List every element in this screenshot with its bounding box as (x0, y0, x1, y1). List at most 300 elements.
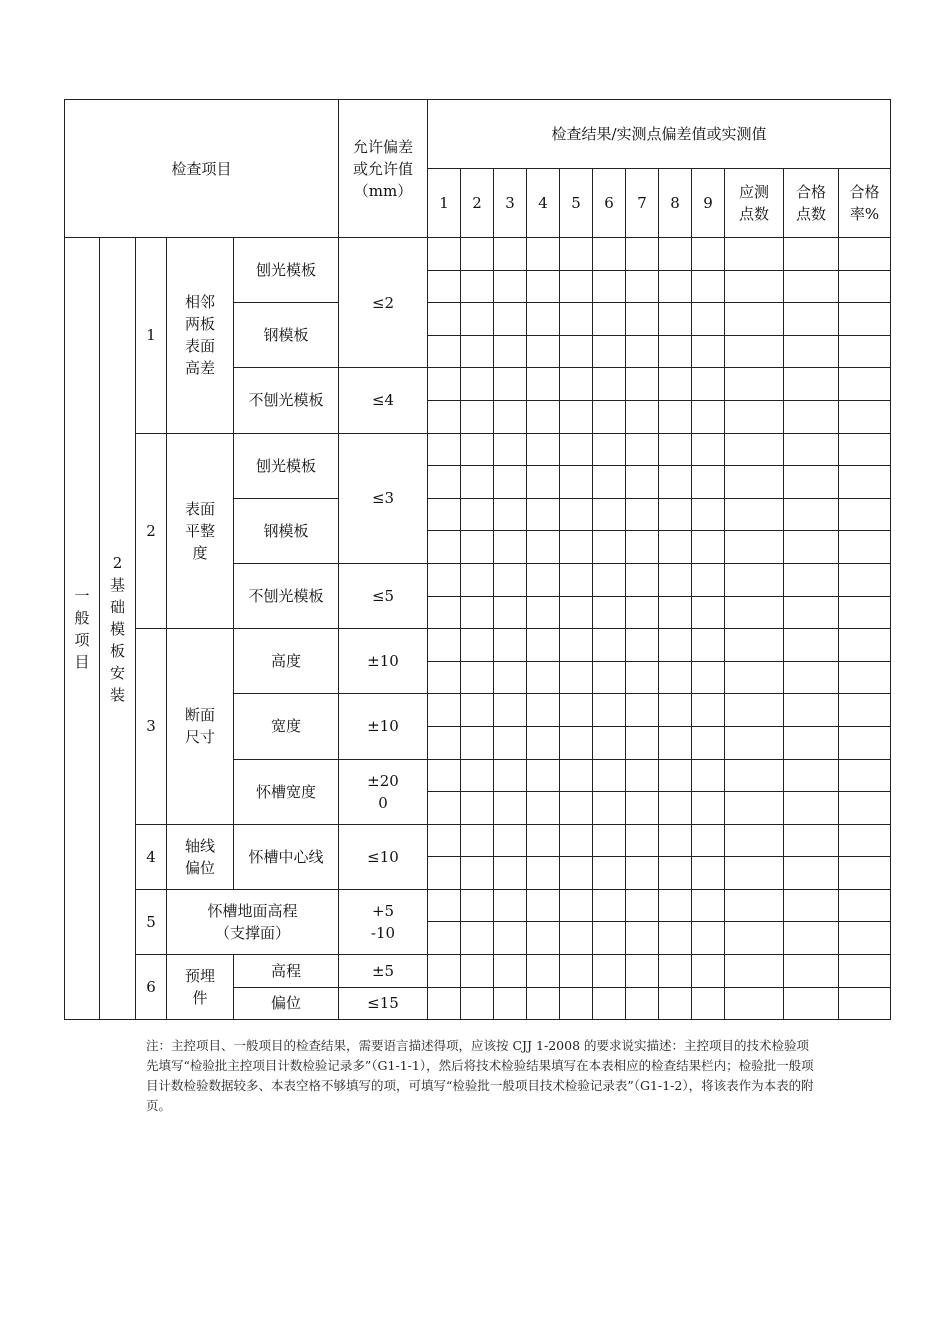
result-cell[interactable] (560, 531, 593, 564)
result-cell[interactable] (593, 563, 626, 596)
result-cell[interactable] (527, 466, 560, 499)
result-cell[interactable] (784, 955, 839, 988)
result-cell[interactable] (626, 726, 659, 759)
result-cell[interactable] (692, 987, 725, 1020)
result-cell[interactable] (461, 531, 494, 564)
result-cell[interactable] (593, 726, 626, 759)
result-cell[interactable] (593, 857, 626, 890)
result-cell[interactable] (461, 466, 494, 499)
result-cell[interactable] (494, 857, 527, 890)
result-cell[interactable] (428, 955, 461, 988)
result-cell[interactable] (626, 987, 659, 1020)
result-cell[interactable] (428, 596, 461, 629)
result-cell[interactable] (494, 629, 527, 662)
result-cell[interactable] (428, 792, 461, 825)
result-cell[interactable] (461, 303, 494, 336)
result-cell[interactable] (839, 922, 891, 955)
result-cell[interactable] (626, 955, 659, 988)
table-row (65, 433, 891, 466)
result-cell[interactable] (725, 400, 784, 433)
header-point-2: 2 (461, 169, 494, 238)
category-label: 一般项目 (74, 586, 90, 671)
result-cell[interactable] (784, 792, 839, 825)
result-cell[interactable] (839, 987, 891, 1020)
result-cell[interactable] (784, 629, 839, 662)
result-cell[interactable] (593, 335, 626, 368)
result-cell[interactable] (692, 955, 725, 988)
result-cell[interactable] (593, 238, 626, 271)
result-cell[interactable] (461, 498, 494, 531)
result-cell[interactable] (428, 270, 461, 303)
result-cell[interactable] (784, 335, 839, 368)
result-cell[interactable] (626, 857, 659, 890)
result-cell[interactable] (560, 433, 593, 466)
result-cell[interactable] (593, 270, 626, 303)
result-cell[interactable] (659, 368, 692, 401)
result-cell[interactable] (839, 857, 891, 890)
result-cell[interactable] (659, 498, 692, 531)
result-cell[interactable] (692, 694, 725, 727)
result-cell[interactable] (725, 335, 784, 368)
result-cell[interactable] (527, 857, 560, 890)
result-cell[interactable] (626, 922, 659, 955)
result-cell[interactable] (692, 238, 725, 271)
result-cell[interactable] (725, 270, 784, 303)
result-cell[interactable] (527, 335, 560, 368)
result-cell[interactable] (494, 889, 527, 922)
result-cell[interactable] (692, 400, 725, 433)
result-cell[interactable] (527, 596, 560, 629)
result-cell[interactable] (428, 466, 461, 499)
result-cell[interactable] (839, 368, 891, 401)
result-cell[interactable] (527, 726, 560, 759)
result-cell[interactable] (428, 694, 461, 727)
result-cell[interactable] (428, 303, 461, 336)
result-cell[interactable] (593, 368, 626, 401)
result-cell[interactable] (725, 987, 784, 1020)
result-cell[interactable] (428, 629, 461, 662)
result-cell[interactable] (428, 889, 461, 922)
result-cell[interactable] (659, 596, 692, 629)
result-cell[interactable] (784, 726, 839, 759)
result-cell[interactable] (461, 629, 494, 662)
result-cell[interactable] (527, 629, 560, 662)
result-cell[interactable] (692, 792, 725, 825)
result-cell[interactable] (461, 987, 494, 1020)
result-cell[interactable] (461, 955, 494, 988)
result-cell[interactable] (461, 726, 494, 759)
result-cell[interactable] (626, 792, 659, 825)
result-cell[interactable] (626, 270, 659, 303)
result-cell[interactable] (560, 498, 593, 531)
result-cell[interactable] (659, 955, 692, 988)
result-cell[interactable] (560, 726, 593, 759)
table-row (65, 238, 891, 271)
result-cell[interactable] (593, 596, 626, 629)
result-cell[interactable] (784, 531, 839, 564)
result-cell[interactable] (839, 498, 891, 531)
result-cell[interactable] (692, 629, 725, 662)
result-cell[interactable] (784, 466, 839, 499)
result-cell[interactable] (560, 857, 593, 890)
result-cell[interactable] (659, 824, 692, 857)
result-cell[interactable] (527, 661, 560, 694)
result-cell[interactable] (593, 694, 626, 727)
result-cell[interactable] (527, 498, 560, 531)
result-cell[interactable] (659, 726, 692, 759)
result-cell[interactable] (626, 335, 659, 368)
result-cell[interactable] (560, 955, 593, 988)
result-cell[interactable] (725, 759, 784, 792)
result-cell[interactable] (725, 726, 784, 759)
result-cell[interactable] (593, 955, 626, 988)
result-cell[interactable] (784, 987, 839, 1020)
result-cell[interactable] (839, 303, 891, 336)
result-cell[interactable] (494, 466, 527, 499)
result-cell[interactable] (428, 759, 461, 792)
result-cell[interactable] (560, 400, 593, 433)
result-cell[interactable] (626, 563, 659, 596)
result-cell[interactable] (659, 629, 692, 662)
result-cell[interactable] (839, 726, 891, 759)
result-cell[interactable] (494, 368, 527, 401)
result-cell[interactable] (692, 531, 725, 564)
result-cell[interactable] (839, 238, 891, 271)
result-cell[interactable] (839, 563, 891, 596)
result-cell[interactable] (461, 889, 494, 922)
result-cell[interactable] (461, 400, 494, 433)
result-cell[interactable] (659, 792, 692, 825)
result-cell[interactable] (692, 368, 725, 401)
result-cell[interactable] (659, 922, 692, 955)
result-cell[interactable] (560, 987, 593, 1020)
result-cell[interactable] (725, 694, 784, 727)
result-cell[interactable] (725, 922, 784, 955)
item-number: 1 (136, 238, 167, 434)
result-cell[interactable] (626, 759, 659, 792)
result-cell[interactable] (692, 433, 725, 466)
result-cell[interactable] (784, 238, 839, 271)
result-cell[interactable] (784, 694, 839, 727)
result-cell[interactable] (560, 466, 593, 499)
result-cell[interactable] (461, 270, 494, 303)
result-cell[interactable] (839, 335, 891, 368)
result-cell[interactable] (428, 922, 461, 955)
result-cell[interactable] (527, 563, 560, 596)
result-cell[interactable] (725, 368, 784, 401)
result-cell[interactable] (593, 498, 626, 531)
result-cell[interactable] (839, 596, 891, 629)
result-cell[interactable] (784, 400, 839, 433)
result-cell[interactable] (593, 889, 626, 922)
result-cell[interactable] (784, 759, 839, 792)
result-cell[interactable] (461, 661, 494, 694)
result-cell[interactable] (527, 824, 560, 857)
result-cell[interactable] (659, 238, 692, 271)
result-cell[interactable] (692, 270, 725, 303)
result-cell[interactable] (428, 661, 461, 694)
result-cell[interactable] (692, 498, 725, 531)
result-cell[interactable] (527, 922, 560, 955)
result-cell[interactable] (626, 629, 659, 662)
result-cell[interactable] (461, 922, 494, 955)
result-cell[interactable] (494, 792, 527, 825)
result-cell[interactable] (626, 368, 659, 401)
result-cell[interactable] (494, 433, 527, 466)
result-cell[interactable] (626, 596, 659, 629)
result-cell[interactable] (593, 466, 626, 499)
result-cell[interactable] (494, 987, 527, 1020)
result-cell[interactable] (626, 498, 659, 531)
result-cell[interactable] (593, 629, 626, 662)
result-cell[interactable] (839, 792, 891, 825)
result-cell[interactable] (560, 629, 593, 662)
result-cell[interactable] (659, 400, 692, 433)
result-cell[interactable] (725, 792, 784, 825)
result-cell[interactable] (659, 563, 692, 596)
result-cell[interactable] (428, 433, 461, 466)
result-cell[interactable] (560, 922, 593, 955)
result-cell[interactable] (659, 857, 692, 890)
result-cell[interactable] (784, 563, 839, 596)
sub-item-label: 高程 (234, 955, 339, 988)
result-cell[interactable] (494, 922, 527, 955)
result-cell[interactable] (593, 661, 626, 694)
result-cell[interactable] (626, 661, 659, 694)
result-cell[interactable] (659, 335, 692, 368)
result-cell[interactable] (692, 726, 725, 759)
result-cell[interactable] (527, 531, 560, 564)
result-cell[interactable] (593, 792, 626, 825)
header-allowance: 允许偏差 或允许值 （mm） (339, 100, 428, 238)
result-cell[interactable] (659, 531, 692, 564)
result-cell[interactable] (560, 368, 593, 401)
result-cell[interactable] (725, 498, 784, 531)
result-cell[interactable] (659, 759, 692, 792)
result-cell[interactable] (494, 238, 527, 271)
tolerance-value: ≤2 (339, 238, 428, 368)
result-cell[interactable] (560, 694, 593, 727)
result-cell[interactable] (527, 433, 560, 466)
result-cell[interactable] (527, 400, 560, 433)
result-cell[interactable] (725, 531, 784, 564)
result-cell[interactable] (839, 824, 891, 857)
result-cell[interactable] (560, 335, 593, 368)
result-cell[interactable] (839, 400, 891, 433)
result-cell[interactable] (626, 466, 659, 499)
result-cell[interactable] (784, 368, 839, 401)
result-cell[interactable] (692, 335, 725, 368)
result-cell[interactable] (494, 661, 527, 694)
result-cell[interactable] (839, 270, 891, 303)
result-cell[interactable] (692, 922, 725, 955)
result-cell[interactable] (725, 629, 784, 662)
result-cell[interactable] (527, 955, 560, 988)
result-cell[interactable] (560, 792, 593, 825)
result-cell[interactable] (784, 596, 839, 629)
result-cell[interactable] (527, 694, 560, 727)
result-cell[interactable] (494, 531, 527, 564)
result-cell[interactable] (428, 400, 461, 433)
result-cell[interactable] (692, 466, 725, 499)
result-cell[interactable] (784, 661, 839, 694)
result-cell[interactable] (494, 498, 527, 531)
result-cell[interactable] (659, 270, 692, 303)
result-cell[interactable] (461, 857, 494, 890)
result-cell[interactable] (461, 824, 494, 857)
result-cell[interactable] (839, 433, 891, 466)
result-cell[interactable] (428, 238, 461, 271)
result-cell[interactable] (593, 400, 626, 433)
result-cell[interactable] (839, 661, 891, 694)
result-cell[interactable] (593, 303, 626, 336)
result-cell[interactable] (461, 238, 494, 271)
result-cell[interactable] (692, 596, 725, 629)
result-cell[interactable] (784, 303, 839, 336)
result-cell[interactable] (428, 726, 461, 759)
result-cell[interactable] (461, 563, 494, 596)
result-cell[interactable] (593, 433, 626, 466)
result-cell[interactable] (784, 498, 839, 531)
result-cell[interactable] (784, 433, 839, 466)
result-cell[interactable] (494, 694, 527, 727)
result-cell[interactable] (428, 563, 461, 596)
result-cell[interactable] (527, 987, 560, 1020)
result-cell[interactable] (839, 955, 891, 988)
result-cell[interactable] (494, 400, 527, 433)
result-cell[interactable] (461, 792, 494, 825)
result-cell[interactable] (659, 466, 692, 499)
result-cell[interactable] (839, 466, 891, 499)
result-cell[interactable] (494, 563, 527, 596)
result-cell[interactable] (725, 466, 784, 499)
result-cell[interactable] (839, 694, 891, 727)
result-cell[interactable] (839, 889, 891, 922)
result-cell[interactable] (560, 596, 593, 629)
result-cell[interactable] (428, 335, 461, 368)
result-cell[interactable] (725, 433, 784, 466)
result-cell[interactable] (494, 955, 527, 988)
result-cell[interactable] (527, 270, 560, 303)
header-point-7: 7 (626, 169, 659, 238)
result-cell[interactable] (725, 824, 784, 857)
result-cell[interactable] (725, 857, 784, 890)
result-cell[interactable] (560, 759, 593, 792)
result-cell[interactable] (725, 596, 784, 629)
result-cell[interactable] (626, 433, 659, 466)
result-cell[interactable] (784, 270, 839, 303)
result-cell[interactable] (560, 824, 593, 857)
result-cell[interactable] (560, 238, 593, 271)
result-cell[interactable] (725, 955, 784, 988)
result-cell[interactable] (560, 563, 593, 596)
result-cell[interactable] (659, 889, 692, 922)
result-cell[interactable] (659, 303, 692, 336)
result-cell[interactable] (725, 303, 784, 336)
result-cell[interactable] (494, 596, 527, 629)
result-cell[interactable] (527, 889, 560, 922)
result-cell[interactable] (725, 238, 784, 271)
result-cell[interactable] (692, 857, 725, 890)
result-cell[interactable] (659, 694, 692, 727)
result-cell[interactable] (692, 889, 725, 922)
result-cell[interactable] (692, 661, 725, 694)
result-cell[interactable] (527, 238, 560, 271)
result-cell[interactable] (784, 824, 839, 857)
result-cell[interactable] (593, 531, 626, 564)
result-cell[interactable] (692, 303, 725, 336)
result-cell[interactable] (428, 531, 461, 564)
result-cell[interactable] (527, 792, 560, 825)
result-cell[interactable] (626, 889, 659, 922)
result-cell[interactable] (659, 433, 692, 466)
result-cell[interactable] (461, 596, 494, 629)
result-cell[interactable] (692, 824, 725, 857)
result-cell[interactable] (626, 824, 659, 857)
result-cell[interactable] (461, 433, 494, 466)
result-cell[interactable] (626, 694, 659, 727)
result-cell[interactable] (692, 563, 725, 596)
result-cell[interactable] (692, 759, 725, 792)
result-cell[interactable] (494, 303, 527, 336)
tolerance-value: ≤4 (339, 368, 428, 433)
result-cell[interactable] (725, 661, 784, 694)
result-cell[interactable] (461, 759, 494, 792)
result-cell[interactable] (593, 824, 626, 857)
result-cell[interactable] (626, 400, 659, 433)
result-cell[interactable] (784, 857, 839, 890)
result-cell[interactable] (494, 726, 527, 759)
result-cell[interactable] (593, 759, 626, 792)
result-cell[interactable] (527, 759, 560, 792)
result-cell[interactable] (428, 498, 461, 531)
result-cell[interactable] (659, 661, 692, 694)
result-cell[interactable] (494, 824, 527, 857)
result-cell[interactable] (593, 922, 626, 955)
result-cell[interactable] (428, 857, 461, 890)
result-cell[interactable] (494, 335, 527, 368)
result-cell[interactable] (626, 531, 659, 564)
result-cell[interactable] (839, 759, 891, 792)
result-cell[interactable] (560, 661, 593, 694)
result-cell[interactable] (461, 368, 494, 401)
result-cell[interactable] (593, 987, 626, 1020)
result-cell[interactable] (560, 889, 593, 922)
result-cell[interactable] (725, 889, 784, 922)
result-cell[interactable] (784, 889, 839, 922)
table-row (65, 629, 891, 662)
result-cell[interactable] (428, 824, 461, 857)
result-cell[interactable] (461, 335, 494, 368)
result-cell[interactable] (839, 629, 891, 662)
result-cell[interactable] (725, 563, 784, 596)
result-cell[interactable] (784, 922, 839, 955)
result-cell[interactable] (428, 368, 461, 401)
result-cell[interactable] (494, 270, 527, 303)
result-cell[interactable] (560, 270, 593, 303)
result-cell[interactable] (626, 303, 659, 336)
result-cell[interactable] (527, 303, 560, 336)
result-cell[interactable] (626, 238, 659, 271)
result-cell[interactable] (461, 694, 494, 727)
result-cell[interactable] (839, 531, 891, 564)
result-cell[interactable] (494, 759, 527, 792)
result-cell[interactable] (428, 987, 461, 1020)
result-cell[interactable] (527, 368, 560, 401)
sub-item-label: 钢模板 (234, 303, 339, 368)
result-cell[interactable] (560, 303, 593, 336)
result-cell[interactable] (659, 987, 692, 1020)
